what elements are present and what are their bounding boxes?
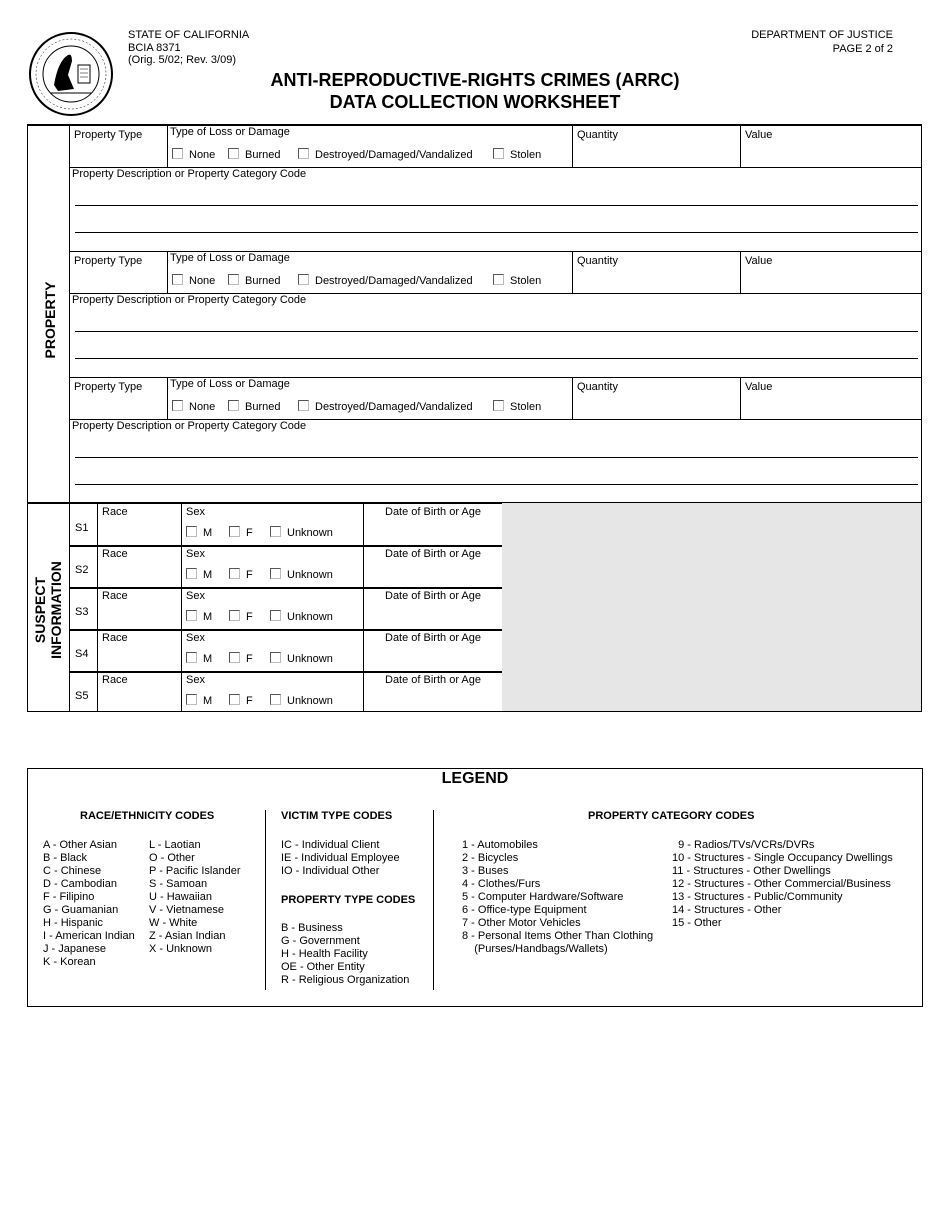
checkbox-icon[interactable]	[228, 148, 239, 159]
property-type-field[interactable]: Property Type	[74, 381, 143, 393]
property-category-code: 1 - Automobiles	[462, 839, 538, 851]
sex-label: Sex	[186, 590, 205, 602]
property-type-code: R - Religious Organization	[281, 974, 410, 986]
race-code: O - Other	[149, 852, 195, 864]
race-code: W - White	[149, 917, 198, 929]
property-category-code: 10 - Structures - Single Occupancy Dwellings	[672, 852, 893, 864]
suspect-id: S1	[75, 522, 89, 534]
race-code: K - Korean	[43, 956, 96, 968]
property-category-code: 5 - Computer Hardware/Software	[462, 891, 624, 903]
checkbox-icon[interactable]	[186, 526, 197, 537]
dob-field[interactable]: Date of Birth or Age	[385, 506, 481, 518]
sex-label: Sex	[186, 506, 205, 518]
loss-option-burned[interactable]: Burned	[228, 274, 280, 287]
race-code: V - Vietnamese	[149, 904, 225, 916]
race-code: P - Pacific Islander	[149, 865, 241, 877]
sex-option-f[interactable]: F	[229, 694, 253, 707]
race-codes-col2	[149, 839, 241, 956]
checkbox-icon[interactable]	[229, 694, 240, 705]
loss-type-label: Type of Loss or Damage	[170, 378, 290, 390]
race-code: F - Filipino	[43, 891, 95, 903]
checkbox-icon[interactable]	[228, 400, 239, 411]
header-department: DEPARTMENT OF JUSTICE	[751, 29, 893, 41]
suspect-label-line-1: SUSPECT	[32, 576, 48, 644]
property-type-code: OE - Other Entity	[281, 961, 365, 973]
sex-option-f[interactable]: F	[229, 526, 253, 539]
checkbox-icon[interactable]	[186, 652, 197, 663]
race-code: C - Chinese	[43, 865, 102, 877]
suspect-label-line-2: INFORMATION	[48, 561, 64, 659]
checkbox-icon[interactable]	[229, 526, 240, 537]
property-category-code: 11 - Structures - Other Dwellings	[672, 865, 831, 877]
property-category-code: 7 - Other Motor Vehicles	[462, 917, 581, 929]
sex-option-f[interactable]: F	[229, 568, 253, 581]
quantity-field[interactable]: Quantity	[577, 129, 618, 141]
property-category-code: 2 - Bicycles	[462, 852, 519, 864]
race-code: Z - Asian Indian	[149, 930, 226, 942]
loss-type-label: Type of Loss or Damage	[170, 252, 290, 264]
header-state: STATE OF CALIFORNIA	[128, 29, 250, 41]
checkbox-icon[interactable]	[186, 610, 197, 621]
victim-code: IO - Individual Other	[281, 865, 380, 877]
sex-option-m[interactable]: M	[186, 694, 212, 707]
property-type-field[interactable]: Property Type	[74, 129, 143, 141]
race-code: B - Black	[43, 852, 88, 864]
checkbox-icon[interactable]	[298, 274, 309, 285]
sex-option-m[interactable]: M	[186, 568, 212, 581]
property-category-heading: PROPERTY CATEGORY CODES	[588, 810, 755, 822]
value-field[interactable]: Value	[745, 129, 773, 141]
loss-option-destroyed-damaged-vandalized[interactable]: Destroyed/Damaged/Vandalized	[298, 148, 473, 161]
title-line-2: DATA COLLECTION WORKSHEET	[329, 92, 621, 112]
race-code: U - Hawaiian	[149, 891, 212, 903]
checkbox-icon[interactable]	[186, 694, 197, 705]
dob-field[interactable]: Date of Birth or Age	[385, 548, 481, 560]
checkbox-icon[interactable]	[228, 274, 239, 285]
dob-field[interactable]: Date of Birth or Age	[385, 632, 481, 644]
property-label-text: PROPERTY	[42, 281, 58, 359]
suspect-id: S2	[75, 564, 89, 576]
race-field[interactable]: Race	[102, 506, 128, 518]
victim-code: IC - Individual Client	[281, 839, 380, 851]
checkbox-icon[interactable]	[298, 148, 309, 159]
sex-option-m[interactable]: M	[186, 610, 212, 623]
checkbox-icon[interactable]	[493, 400, 504, 411]
checkbox-icon[interactable]	[229, 568, 240, 579]
checkbox-icon[interactable]	[493, 274, 504, 285]
race-field[interactable]: Race	[102, 590, 128, 602]
property-type-code: G - Government	[281, 935, 360, 947]
race-field[interactable]: Race	[102, 632, 128, 644]
shaded-area	[502, 503, 921, 711]
property-description-field[interactable]: Property Description or Property Category Code	[72, 420, 307, 432]
suspect-id: S3	[75, 606, 89, 618]
property-type-code: B - Business	[281, 922, 343, 934]
sex-label: Sex	[186, 674, 205, 686]
loss-option-destroyed-damaged-vandalized[interactable]: Destroyed/Damaged/Vandalized	[298, 274, 473, 287]
race-code: H - Hispanic	[43, 917, 103, 929]
sex-option-m[interactable]: M	[186, 652, 212, 665]
dob-field[interactable]: Date of Birth or Age	[385, 590, 481, 602]
sex-option-unknown[interactable]: Unknown	[270, 610, 333, 623]
race-field[interactable]: Race	[102, 674, 128, 686]
property-type-code: H - Health Facility	[281, 948, 368, 960]
checkbox-icon[interactable]	[270, 652, 281, 663]
loss-type-label: Type of Loss or Damage	[170, 126, 290, 138]
race-code: S - Samoan	[149, 878, 208, 890]
property-category-code: 12 - Structures - Other Commercial/Business	[672, 878, 891, 890]
sex-label: Sex	[186, 632, 205, 644]
suspect-id: S4	[75, 648, 89, 660]
sex-option-unknown[interactable]: Unknown	[270, 568, 333, 581]
loss-option-burned[interactable]: Burned	[228, 148, 280, 161]
checkbox-icon[interactable]	[186, 568, 197, 579]
title-line-1: ANTI-REPRODUCTIVE-RIGHTS CRIMES (ARRC)	[270, 70, 680, 90]
category-codes-col2	[672, 839, 893, 930]
dob-field[interactable]: Date of Birth or Age	[385, 674, 481, 686]
race-code: A - Other Asian	[43, 839, 117, 851]
sex-option-f[interactable]: F	[229, 652, 253, 665]
checkbox-icon[interactable]	[270, 694, 281, 705]
property-category-code: 9 - Radios/TVs/VCRs/DVRs	[672, 839, 815, 851]
sex-option-m[interactable]: M	[186, 526, 212, 539]
page-title	[0, 69, 950, 113]
checkbox-icon[interactable]	[270, 568, 281, 579]
victim-code: IE - Individual Employee	[281, 852, 400, 864]
header-page: PAGE 2 of 2	[832, 43, 893, 55]
race-code: G - Guamanian	[43, 904, 119, 916]
property-category-code: 15 - Other	[672, 917, 722, 929]
loss-option-destroyed-damaged-vandalized[interactable]: Destroyed/Damaged/Vandalized	[298, 400, 473, 413]
victim-codes-list	[281, 839, 400, 878]
property-category-code: 13 - Structures - Public/Community	[672, 891, 843, 903]
property-category-code: 8 - Personal Items Other Than Clothing	[462, 930, 654, 942]
loss-option-stolen[interactable]: Stolen	[493, 274, 541, 287]
victim-codes-heading: VICTIM TYPE CODES	[281, 810, 393, 822]
property-description-field[interactable]: Property Description or Property Category Code	[72, 294, 307, 306]
race-code: D - Cambodian	[43, 878, 117, 890]
property-category-code: 6 - Office-type Equipment	[462, 904, 587, 916]
sex-label: Sex	[186, 548, 205, 560]
value-field[interactable]: Value	[745, 381, 773, 393]
race-code: X - Unknown	[149, 943, 212, 955]
suspect-id: S5	[75, 690, 89, 702]
property-description-field[interactable]: Property Description or Property Category Code	[72, 168, 307, 180]
sex-option-f[interactable]: F	[229, 610, 253, 623]
header-revision: (Orig. 5/02; Rev. 3/09)	[128, 54, 237, 66]
legend-title: LEGEND	[441, 770, 509, 787]
property-type-codes-heading: PROPERTY TYPE CODES	[281, 894, 416, 906]
property-category-code: 4 - Clothes/Furs	[462, 878, 541, 890]
sex-option-unknown[interactable]: Unknown	[270, 652, 333, 665]
loss-option-stolen[interactable]: Stolen	[493, 148, 541, 161]
header-form-number: BCIA 8371	[128, 42, 181, 54]
property-category-code: 14 - Structures - Other	[672, 904, 782, 916]
property-type-field[interactable]: Property Type	[74, 255, 143, 267]
checkbox-icon[interactable]	[172, 274, 183, 285]
quantity-field[interactable]: Quantity	[577, 255, 618, 267]
loss-option-none[interactable]: None	[172, 274, 215, 287]
race-code: I - American Indian	[43, 930, 135, 942]
quantity-field[interactable]: Quantity	[577, 381, 618, 393]
property-section-label	[40, 280, 60, 360]
checkbox-icon[interactable]	[172, 148, 183, 159]
race-field[interactable]: Race	[102, 548, 128, 560]
checkbox-icon[interactable]	[270, 610, 281, 621]
property-category-code: 3 - Buses	[462, 865, 509, 877]
checkbox-icon[interactable]	[298, 400, 309, 411]
race-code: L - Laotian	[149, 839, 201, 851]
value-field[interactable]: Value	[745, 255, 773, 267]
suspect-section-label	[28, 560, 68, 660]
checkbox-icon[interactable]	[229, 610, 240, 621]
sex-option-unknown[interactable]: Unknown	[270, 526, 333, 539]
property-type-codes-list	[281, 922, 409, 987]
race-codes-col1	[43, 839, 135, 969]
checkbox-icon[interactable]	[229, 652, 240, 663]
category-codes-col1	[462, 839, 653, 956]
loss-option-none[interactable]: None	[172, 400, 215, 413]
checkbox-icon[interactable]	[172, 400, 183, 411]
loss-option-stolen[interactable]: Stolen	[493, 400, 541, 413]
sex-option-unknown[interactable]: Unknown	[270, 694, 333, 707]
loss-option-none[interactable]: None	[172, 148, 215, 161]
checkbox-icon[interactable]	[270, 526, 281, 537]
race-code: J - Japanese	[43, 943, 106, 955]
race-codes-heading: RACE/ETHNICITY CODES	[80, 810, 215, 822]
loss-option-burned[interactable]: Burned	[228, 400, 280, 413]
property-category-code: (Purses/Handbags/Wallets)	[462, 943, 608, 955]
checkbox-icon[interactable]	[493, 148, 504, 159]
